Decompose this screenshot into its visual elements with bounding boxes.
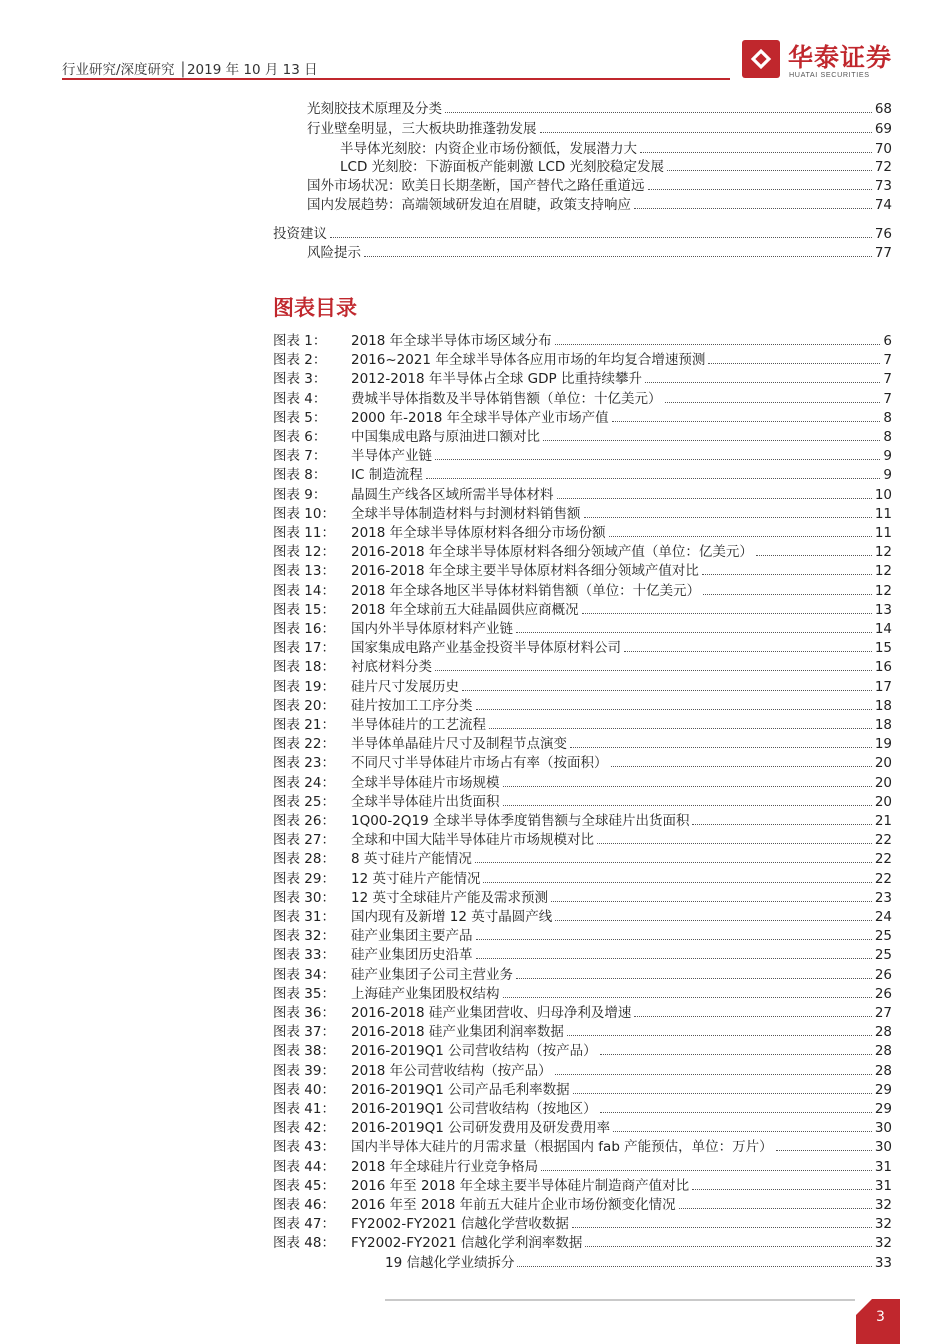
figure-title: 衬底材料分类 bbox=[351, 659, 432, 676]
figure-page: 8 bbox=[883, 429, 892, 445]
dot-leader bbox=[582, 612, 872, 614]
figure-entry[interactable] bbox=[273, 332, 892, 351]
toc-entry-page: 73 bbox=[874, 178, 892, 194]
figure-entry[interactable] bbox=[273, 1234, 892, 1253]
dot-leader bbox=[543, 439, 880, 441]
figure-label: 图表 29： bbox=[273, 870, 335, 887]
dot-leader bbox=[555, 343, 881, 345]
figure-entry[interactable] bbox=[273, 966, 892, 985]
figure-title: 半导体硅片的工艺流程 bbox=[351, 717, 486, 733]
dot-leader bbox=[702, 573, 872, 575]
figure-page: 22 bbox=[874, 832, 892, 849]
header-divider bbox=[62, 78, 730, 80]
dot-leader bbox=[692, 1188, 872, 1190]
figure-entry[interactable] bbox=[273, 1062, 892, 1081]
dot-leader bbox=[551, 900, 872, 902]
figure-label: 图表 5： bbox=[273, 409, 327, 426]
figure-title: 上海硅产业集团股权结构 bbox=[351, 985, 500, 1002]
figure-label: 图表 24： bbox=[273, 774, 335, 791]
figure-page: 24 bbox=[874, 909, 892, 925]
figure-entry[interactable] bbox=[273, 927, 892, 946]
figure-label: 图表 10： bbox=[273, 505, 335, 522]
figure-label: 图表 21： bbox=[273, 717, 335, 733]
figure-page: 12 bbox=[874, 563, 892, 580]
figure-page: 7 bbox=[883, 371, 892, 388]
toc-entry[interactable] bbox=[307, 100, 892, 119]
figure-page: 10 bbox=[874, 486, 892, 503]
dot-leader bbox=[573, 1092, 872, 1094]
toc-entry[interactable] bbox=[273, 225, 892, 244]
figure-page: 28 bbox=[874, 1062, 892, 1079]
figure-label: 图表 13： bbox=[273, 563, 335, 580]
toc-entry-page: 70 bbox=[874, 141, 892, 157]
figure-page: 30 bbox=[874, 1120, 892, 1137]
figure-title: 2018 年全球硅片行业竞争格局 bbox=[351, 1158, 539, 1175]
figure-label: 图表 34： bbox=[273, 966, 335, 983]
toc-entry-title: 半导体光刻胶：内资企业市场份额低，发展潜力大 bbox=[340, 141, 637, 157]
dot-leader bbox=[555, 1073, 872, 1075]
dot-leader bbox=[462, 689, 872, 691]
brand-logo bbox=[742, 40, 892, 84]
figure-label: 图表 4： bbox=[273, 390, 327, 407]
dot-leader bbox=[600, 1111, 872, 1113]
figure-page: 22 bbox=[874, 870, 892, 887]
figure-title: 2016 年至 2018 年全球主要半导体硅片制造商产值对比 bbox=[351, 1177, 690, 1194]
figure-page: 28 bbox=[874, 1043, 892, 1060]
figure-title: 硅产业集团子公司主营业务 bbox=[351, 966, 513, 983]
dot-leader bbox=[612, 420, 881, 422]
figure-title: 19 信越化学业绩拆分 bbox=[385, 1254, 515, 1271]
figure-page: 21 bbox=[874, 813, 892, 829]
figure-label: 图表 32： bbox=[273, 928, 335, 945]
logo-mark-icon bbox=[742, 40, 780, 78]
dot-leader bbox=[640, 151, 872, 153]
toc-entry-page: 68 bbox=[874, 101, 892, 117]
figure-label: 图表 36： bbox=[273, 1005, 335, 1021]
figure-entry[interactable] bbox=[273, 678, 892, 697]
figure-title: FY2002-FY2021 信越化学营收数据 bbox=[351, 1216, 569, 1233]
figure-title: 硅产业集团历史沿革 bbox=[351, 947, 473, 964]
figure-entry[interactable] bbox=[273, 985, 892, 1004]
figure-entry[interactable] bbox=[273, 850, 892, 869]
figure-title: 2018 年公司营收结构（按产品） bbox=[351, 1062, 552, 1079]
figure-label: 图表 17： bbox=[273, 640, 335, 657]
figure-page: 18 bbox=[874, 697, 892, 714]
figure-label: 图表 33： bbox=[273, 947, 335, 964]
toc-entry-title: 投资建议 bbox=[273, 226, 327, 242]
dot-leader bbox=[572, 1226, 872, 1228]
figure-entry[interactable] bbox=[273, 562, 892, 581]
figure-title: 硅产业集团主要产品 bbox=[351, 928, 473, 945]
figure-page: 23 bbox=[874, 889, 892, 906]
figure-label: 图表 45： bbox=[273, 1177, 335, 1194]
figure-title: 2016-2018 年全球半导体原材料各细分领域产值（单位：亿美元） bbox=[351, 544, 753, 561]
figure-title: 8 英寸硅片产能情况 bbox=[351, 851, 472, 868]
figure-entry[interactable] bbox=[273, 812, 892, 831]
dot-leader bbox=[692, 823, 871, 825]
dot-leader bbox=[585, 1245, 871, 1247]
figure-entry[interactable] bbox=[273, 946, 892, 965]
figure-title: 12 英寸全球硅片产能及需求预测 bbox=[351, 889, 548, 906]
dot-leader bbox=[540, 131, 872, 133]
figure-title: 2018 年全球半导体市场区域分布 bbox=[351, 333, 552, 349]
figure-entry[interactable] bbox=[273, 1119, 892, 1138]
dot-leader bbox=[503, 996, 872, 998]
figure-entry[interactable] bbox=[273, 1081, 892, 1100]
dot-leader bbox=[503, 785, 872, 787]
figure-entry[interactable] bbox=[273, 370, 892, 389]
figure-entry[interactable] bbox=[273, 486, 892, 505]
figure-entry[interactable] bbox=[273, 1177, 892, 1196]
figure-page: 14 bbox=[874, 621, 892, 637]
toc-entry-page: 69 bbox=[874, 121, 892, 137]
figure-page: 11 bbox=[874, 505, 892, 522]
figure-title: 不同尺寸半导体硅片市场占有率（按面积） bbox=[351, 755, 608, 772]
figure-entry[interactable] bbox=[273, 505, 892, 524]
figure-title: 2016-2019Q1 公司研发费用及研发费用率 bbox=[351, 1120, 611, 1137]
dot-leader bbox=[648, 188, 872, 190]
figure-title: 2016-2019Q1 公司营收结构（按产品） bbox=[351, 1043, 597, 1060]
figure-label: 图表 11： bbox=[273, 525, 335, 541]
figure-page: 32 bbox=[874, 1197, 892, 1213]
figure-page: 20 bbox=[874, 755, 892, 772]
figure-label: 图表 14： bbox=[273, 582, 335, 599]
dot-leader bbox=[567, 1034, 872, 1036]
dot-leader bbox=[600, 1053, 872, 1055]
dot-leader bbox=[609, 535, 872, 537]
figure-label: 图表 19： bbox=[273, 678, 335, 695]
dot-leader bbox=[426, 477, 881, 479]
figure-label: 图表 47： bbox=[273, 1216, 335, 1233]
dot-leader bbox=[489, 727, 872, 729]
figure-entry[interactable] bbox=[273, 1138, 892, 1157]
dot-leader bbox=[665, 401, 881, 403]
figure-entry[interactable] bbox=[273, 1196, 892, 1215]
toc-entry-title: 风险提示 bbox=[307, 245, 361, 261]
figure-entry[interactable] bbox=[273, 1100, 892, 1119]
dot-leader bbox=[475, 861, 872, 863]
dot-leader bbox=[634, 1015, 871, 1017]
figure-page: 12 bbox=[874, 582, 892, 599]
figure-title: 中国集成电路与原油进口额对比 bbox=[351, 429, 540, 445]
figure-entry[interactable] bbox=[273, 754, 892, 773]
figure-label: 图表 38： bbox=[273, 1043, 335, 1060]
figure-label: 图表 44： bbox=[273, 1158, 335, 1175]
figure-label: 图表 15： bbox=[273, 601, 335, 618]
figure-label: 图表 8： bbox=[273, 467, 327, 484]
figure-title: 2018 年全球前五大硅晶圆供应商概况 bbox=[351, 601, 579, 618]
figure-label: 图表 46： bbox=[273, 1197, 335, 1213]
figure-page: 20 bbox=[874, 774, 892, 791]
figure-page: 29 bbox=[874, 1081, 892, 1098]
figure-page: 32 bbox=[874, 1235, 892, 1252]
figure-page: 17 bbox=[874, 678, 892, 695]
figure-entry[interactable] bbox=[273, 1215, 892, 1234]
figure-label: 图表 23： bbox=[273, 755, 335, 772]
figure-title: 2018 年全球各地区半导体材料销售额（单位：十亿美元） bbox=[351, 582, 701, 599]
figure-page: 28 bbox=[874, 1024, 892, 1041]
dot-leader bbox=[611, 765, 872, 767]
figure-label: 图表 20： bbox=[273, 697, 335, 714]
dot-leader bbox=[703, 593, 872, 595]
figure-page: 7 bbox=[883, 390, 892, 407]
figure-label: 图表 39： bbox=[273, 1062, 335, 1079]
logo-name-en: HUATAI SECURITIES bbox=[789, 70, 870, 79]
figure-entry[interactable] bbox=[273, 735, 892, 754]
dot-leader bbox=[756, 554, 872, 556]
figure-entry[interactable] bbox=[273, 716, 892, 735]
figure-page: 25 bbox=[874, 947, 892, 964]
figure-entry[interactable] bbox=[273, 524, 892, 543]
figure-page: 8 bbox=[883, 409, 892, 426]
figure-label: 图表 7： bbox=[273, 448, 327, 465]
toc-entry[interactable] bbox=[307, 177, 892, 196]
figure-label: 图表 6： bbox=[273, 429, 327, 445]
toc-entry[interactable] bbox=[307, 196, 892, 215]
figure-entry[interactable] bbox=[273, 774, 892, 793]
toc-entry[interactable] bbox=[307, 244, 892, 263]
figure-label: 图表 22： bbox=[273, 736, 335, 753]
toc-entry[interactable] bbox=[307, 120, 892, 139]
figure-entry[interactable] bbox=[273, 908, 892, 927]
figure-entry[interactable] bbox=[273, 1004, 892, 1023]
figure-label: 图表 12： bbox=[273, 544, 335, 561]
dot-leader bbox=[435, 458, 880, 460]
toc-entry-title: 国内发展趋势：高端领域研发迫在眉睫，政策支持响应 bbox=[307, 197, 631, 213]
dot-leader bbox=[708, 362, 880, 364]
figure-entry[interactable] bbox=[273, 870, 892, 889]
figure-entry[interactable] bbox=[273, 390, 892, 409]
figure-label: 图表 9： bbox=[273, 486, 327, 503]
dot-leader bbox=[476, 938, 872, 940]
dot-leader bbox=[597, 842, 872, 844]
figure-label: 图表 1： bbox=[273, 333, 327, 349]
figure-page: 11 bbox=[874, 525, 892, 541]
figure-title: 国家集成电路产业基金投资半导体原材料公司 bbox=[351, 640, 621, 657]
figure-title: 2016~2021 年全球半导体各应用市场的年均复合增速预测 bbox=[351, 352, 706, 369]
figure-title: 2012-2018 年半导体占全球 GDP 比重持续攀升 bbox=[351, 371, 642, 388]
dot-leader bbox=[476, 957, 872, 959]
figure-page: 7 bbox=[883, 352, 892, 369]
figure-page: 26 bbox=[874, 985, 892, 1002]
toc-entry-page: 74 bbox=[874, 197, 892, 213]
figure-title: 国内外半导体原材料产业链 bbox=[351, 621, 513, 637]
dot-leader bbox=[645, 381, 880, 383]
toc-entry-page: 76 bbox=[874, 226, 892, 242]
figure-title: 半导体产业链 bbox=[351, 448, 432, 465]
figure-title: 全球和中国大陆半导体硅片市场规模对比 bbox=[351, 832, 594, 849]
figure-title: 2000 年-2018 年全球半导体产业市场产值 bbox=[351, 409, 609, 426]
dot-leader bbox=[624, 650, 872, 652]
dot-leader bbox=[679, 1207, 872, 1209]
figure-entry[interactable] bbox=[273, 447, 892, 466]
toc-entry-page: 77 bbox=[874, 245, 892, 261]
toc-entry[interactable] bbox=[340, 140, 892, 159]
footer-corner bbox=[856, 1299, 872, 1315]
figure-entry[interactable] bbox=[273, 409, 892, 428]
figure-page: 15 bbox=[874, 640, 892, 657]
figure-title: FY2002-FY2021 信越化学利润率数据 bbox=[351, 1235, 583, 1252]
page-number: 3 bbox=[876, 1309, 885, 1325]
figures-list-title: 图表目录 bbox=[273, 296, 357, 320]
figure-page: 13 bbox=[874, 601, 892, 618]
figure-label: 图表 37： bbox=[273, 1024, 335, 1041]
figure-label: 图表 48： bbox=[273, 1235, 335, 1252]
dot-leader bbox=[584, 516, 872, 518]
figure-page: 16 bbox=[874, 659, 892, 676]
figure-title: 全球半导体硅片出货面积 bbox=[351, 793, 500, 810]
figure-page: 33 bbox=[874, 1254, 892, 1271]
report-header: 行业研究/深度研究 │2019 年 10 月 13 日 bbox=[62, 62, 318, 78]
figure-page: 30 bbox=[874, 1139, 892, 1156]
figure-title: 2016-2018 硅产业集团利润率数据 bbox=[351, 1024, 564, 1041]
figure-title: 半导体单晶硅片尺寸及制程节点演变 bbox=[351, 736, 567, 753]
figure-page: 19 bbox=[874, 736, 892, 753]
dot-leader bbox=[570, 746, 872, 748]
toc-entry-title: 国外市场状况：欧美日长期垄断，国产替代之路任重道远 bbox=[307, 178, 645, 194]
figure-title: 2016-2019Q1 公司营收结构（按地区） bbox=[351, 1101, 597, 1117]
dot-leader bbox=[634, 207, 872, 209]
figure-page: 12 bbox=[874, 544, 892, 561]
logo-name-cn: 华泰证券 bbox=[788, 43, 893, 72]
figure-label: 图表 43： bbox=[273, 1139, 335, 1156]
figure-entry[interactable] bbox=[385, 1254, 892, 1273]
toc-entry[interactable] bbox=[340, 158, 892, 177]
figure-entry[interactable] bbox=[273, 620, 892, 639]
dot-leader bbox=[613, 1130, 872, 1132]
figure-title: 硅片按加工工序分类 bbox=[351, 697, 473, 714]
dot-leader bbox=[557, 497, 872, 499]
figure-title: 国内现有及新增 12 英寸晶圆产线 bbox=[351, 909, 553, 925]
figure-entry[interactable] bbox=[273, 543, 892, 562]
dot-leader bbox=[516, 631, 872, 633]
dot-leader bbox=[516, 977, 872, 979]
toc-entry-title: 光刻胶技术原理及分类 bbox=[307, 101, 442, 117]
figure-title: 12 英寸硅片产能情况 bbox=[351, 870, 481, 887]
toc-entry-page: 72 bbox=[874, 159, 892, 175]
figure-title: 全球半导体硅片市场规模 bbox=[351, 774, 500, 791]
figure-entry[interactable] bbox=[273, 351, 892, 370]
figure-entry[interactable] bbox=[273, 831, 892, 850]
dot-leader bbox=[776, 1149, 872, 1151]
dot-leader bbox=[517, 1265, 871, 1267]
figure-title: 国内半导体大硅片的月需求量（根据国内 fab 产能预估，单位：万片） bbox=[351, 1139, 773, 1156]
figure-entry[interactable] bbox=[273, 658, 892, 677]
figure-title: 硅片尺寸发展历史 bbox=[351, 678, 459, 695]
figure-title: 2016 年至 2018 年前五大硅片企业市场份额变化情况 bbox=[351, 1197, 676, 1213]
figure-title: 2016-2018 硅产业集团营收、归母净利及增速 bbox=[351, 1005, 632, 1021]
figure-entry[interactable] bbox=[273, 428, 892, 447]
figure-page: 31 bbox=[874, 1177, 892, 1194]
dot-leader bbox=[541, 1169, 872, 1171]
figure-entry[interactable] bbox=[273, 889, 892, 908]
figure-label: 图表 31： bbox=[273, 909, 335, 925]
figure-label: 图表 2： bbox=[273, 352, 327, 369]
figure-page: 9 bbox=[883, 467, 892, 484]
figure-page: 26 bbox=[874, 966, 892, 983]
figure-page: 25 bbox=[874, 928, 892, 945]
figure-entry[interactable] bbox=[273, 466, 892, 485]
figure-title: 2016-2019Q1 公司产品毛利率数据 bbox=[351, 1081, 570, 1098]
figure-label: 图表 35： bbox=[273, 985, 335, 1002]
figure-label: 图表 42： bbox=[273, 1120, 335, 1137]
dot-leader bbox=[330, 236, 872, 238]
figure-title: 1Q00-2Q19 全球半导体季度销售额与全球硅片出货面积 bbox=[351, 813, 690, 829]
figure-entry[interactable] bbox=[273, 1042, 892, 1061]
dot-leader bbox=[445, 111, 872, 113]
figure-page: 31 bbox=[874, 1158, 892, 1175]
figure-page: 9 bbox=[883, 448, 892, 465]
figure-title: IC 制造流程 bbox=[351, 467, 423, 484]
dot-leader bbox=[555, 919, 872, 921]
figure-entry[interactable] bbox=[273, 793, 892, 812]
figure-label: 图表 30： bbox=[273, 889, 335, 906]
figure-label: 图表 40： bbox=[273, 1081, 335, 1098]
dot-leader bbox=[435, 669, 872, 671]
figure-page: 32 bbox=[874, 1216, 892, 1233]
figure-page: 27 bbox=[874, 1005, 892, 1021]
figure-title: 全球半导体制造材料与封测材料销售额 bbox=[351, 505, 581, 522]
dot-leader bbox=[667, 169, 872, 171]
figure-page: 22 bbox=[874, 851, 892, 868]
figure-entry[interactable] bbox=[273, 1023, 892, 1042]
footer-divider bbox=[385, 1299, 855, 1301]
dot-leader bbox=[483, 881, 871, 883]
figure-label: 图表 26： bbox=[273, 813, 335, 829]
dot-leader bbox=[364, 255, 872, 257]
figure-entry[interactable] bbox=[273, 639, 892, 658]
toc-entry-title: 行业壁垒明显，三大板块助推蓬勃发展 bbox=[307, 121, 537, 137]
figure-title: 晶圆生产线各区域所需半导体材料 bbox=[351, 486, 554, 503]
toc-entry-title: LCD 光刻胶：下游面板产能刺激 LCD 光刻胶稳定发展 bbox=[340, 159, 665, 175]
figure-entry[interactable] bbox=[273, 697, 892, 716]
figure-page: 18 bbox=[874, 717, 892, 733]
figure-label: 图表 16： bbox=[273, 621, 335, 637]
dot-leader bbox=[476, 708, 872, 710]
figure-entry[interactable] bbox=[273, 1158, 892, 1177]
figure-page: 29 bbox=[874, 1101, 892, 1117]
figure-title: 费城半导体指数及半导体销售额（单位：十亿美元） bbox=[351, 390, 662, 407]
figure-title: 2018 年全球半导体原材料各细分市场份额 bbox=[351, 525, 606, 541]
figure-page: 6 bbox=[883, 333, 892, 349]
figure-title: 2016-2018 年全球主要半导体原材料各细分领域产值对比 bbox=[351, 563, 699, 580]
figure-entry[interactable] bbox=[273, 582, 892, 601]
figure-entry[interactable] bbox=[273, 601, 892, 620]
figure-label: 图表 41： bbox=[273, 1101, 335, 1117]
figure-label: 图表 28： bbox=[273, 851, 335, 868]
figure-label: 图表 18： bbox=[273, 659, 335, 676]
figure-label: 图表 3： bbox=[273, 371, 327, 388]
figure-label: 图表 25： bbox=[273, 793, 335, 810]
figure-label: 图表 27： bbox=[273, 832, 335, 849]
figure-page: 20 bbox=[874, 793, 892, 810]
dot-leader bbox=[503, 804, 872, 806]
